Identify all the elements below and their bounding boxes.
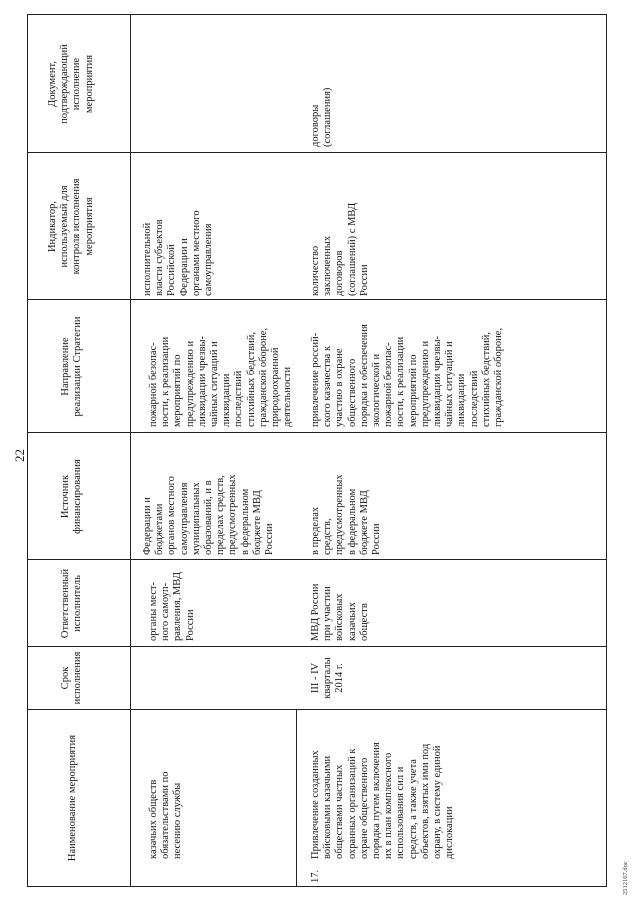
header-responsible: Ответственный исполнитель (60, 568, 84, 639)
header-indicator: Индикатор, используемый для контроля исполнения мероприятия (47, 178, 95, 275)
header-funding: Источник финансирования (60, 459, 84, 534)
page-number: 22 (12, 449, 27, 462)
row-17-indicator: количество заключенных договоров (соглашений) с МВД России (310, 202, 370, 296)
header-divider (130, 15, 131, 887)
table-bottom-border (606, 15, 607, 887)
row-divider (296, 709, 297, 887)
table-left-border (27, 886, 607, 887)
row-17-document: договоры (соглашения) (310, 87, 334, 147)
column-divider (27, 559, 607, 560)
row-17-funding: в пределах средств, предусмотренных в федеральном бюджете МВД России (310, 474, 383, 555)
column-divider (27, 152, 607, 153)
header-term: Срок исполнения (60, 651, 84, 705)
column-divider (27, 432, 607, 433)
row-17-direction: привлечение россий- ского казачества к участию в охране общественного порядка и обеспечения экологической и пожарной безопас- ности, к реализации мероприятий по предупреждению и ликвидации чрезвы- чайных ситуаций и ликвидации последствий стихийных бедствий, гражданской обороне, (310, 324, 505, 427)
row-17-name: Привлечение созданных войсковыми казачьими обществами частных охранных организаций к охране общественного порядка путем включения их в план комплексного использования сил и средств, а также учета объектов, взятых ими под охрану, в систему единой дислокации (310, 742, 456, 859)
row-17-term: III - IV кварталы 2014 г. (310, 657, 346, 699)
column-divider (27, 709, 607, 710)
row-1-direction: пожарной безопас- ности, к реализации мероприятий по предупреждению и ликвидации чрезвы- чайных ситуаций и ликвидации последствий стихийных бедствий, гражданской обороне, природоохранной деятельности (148, 327, 294, 427)
column-divider (27, 299, 607, 300)
row-17-responsible: МВД России при участии войсковых казачьих обществ (310, 583, 370, 641)
row-1-funding: Федерации и бюджетами органов местного самоуправления муниципальных образований, и в пределах средств, предусмотренных в федеральном бюджете МВД России (142, 474, 276, 555)
table-top-border (27, 15, 28, 887)
row-1-name: казачьих обществ обязательствами по несению службы (148, 771, 184, 859)
table-right-border (27, 14, 607, 15)
column-divider (27, 646, 607, 647)
header-document: Документ, подтверждающий исполнение мероприятия (47, 44, 95, 124)
row-1-indicator: исполнительной власти субъектов Российской Федерации и органами местного самоуправления (142, 210, 215, 296)
header-name: Наименование мероприятия (67, 734, 78, 862)
row-1-responsible: органы мест- ного самоуп- равления, МВД России (148, 571, 196, 641)
header-direction: Направление реализации Стратегии (60, 316, 84, 417)
row-17-number: 17. (310, 869, 321, 883)
footer-file-code: 2512167.doc (622, 861, 629, 895)
